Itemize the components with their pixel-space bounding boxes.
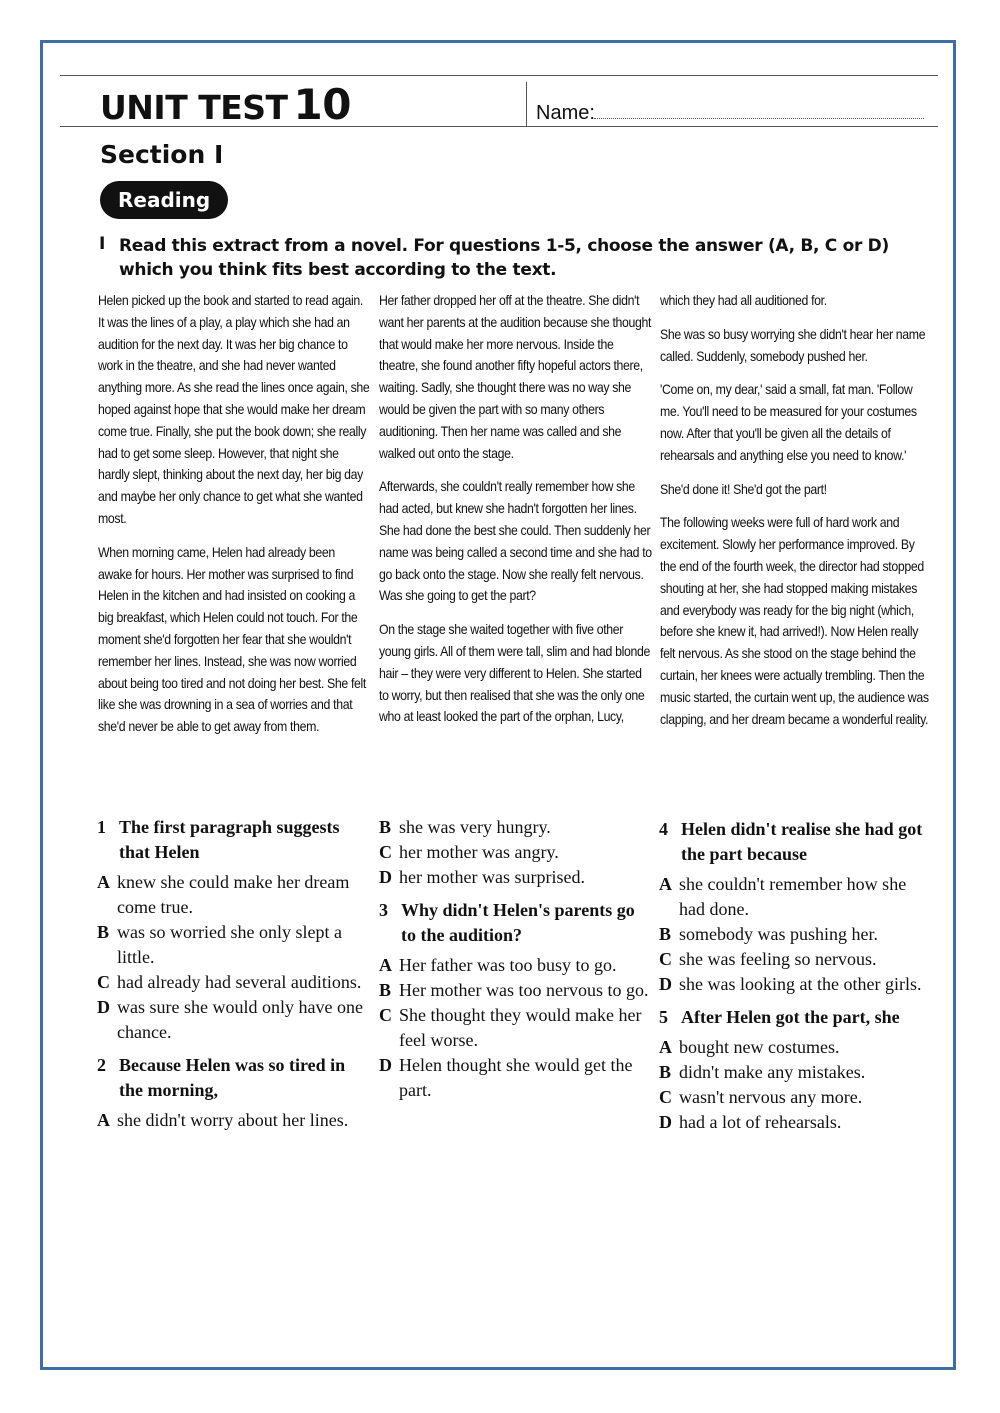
option-3b[interactable]: B Her mother was too nervous to go. xyxy=(379,980,649,1000)
question-column-1 xyxy=(97,815,372,1133)
option-3a[interactable]: A Her father was too busy to go. xyxy=(379,955,617,975)
option-4c[interactable]: C she was feeling so nervous. xyxy=(659,949,877,969)
name-field[interactable] xyxy=(594,118,924,119)
option-1c[interactable]: C had already had several auditions. xyxy=(97,972,362,992)
question-2-stem: 2 Because Helen was so tired in the morning, xyxy=(97,1055,346,1100)
paragraph: which they had all auditioned for. xyxy=(660,292,827,308)
option-2c[interactable]: C her mother was angry. xyxy=(379,842,559,862)
paragraph: On the stage she waited together with five other young girls. All of them were tall, slim and had blonde hair – they were very different to Helen. She started to worry, but then realised that she was the only one who at least looked the part of the orphan, Lucy, xyxy=(379,621,651,725)
option-4b[interactable]: B somebody was pushing her. xyxy=(659,924,878,944)
paragraph: The following weeks were full of hard work and excitement. Slowly her performance improved. By the end of the fourth week, the director had stopped shouting at her, she had stopped making mistakes and everybody was ready for the big night (which, before she knew it, had arrived!). Now Helen really felt nervous. As she stood on the stage behind the curtain, her knees were actually trembling. Then the music started, the curtain went up, the audience was clapping, and her dream became a wonderful reality. xyxy=(660,514,929,727)
option-4a[interactable]: A she couldn't remember how she had done. xyxy=(659,874,907,919)
paragraph: 'Come on, my dear,' said a small, fat man. 'Follow me. You'll need to be measured for your costumes now. After that you'll be given all the details of rehearsals and anything else you need to know.' xyxy=(660,381,917,463)
name-divider xyxy=(526,82,527,126)
option-2a[interactable]: A she didn't worry about her lines. xyxy=(97,1110,349,1130)
header-top-rule xyxy=(60,75,938,76)
option-2b[interactable]: B she was very hungry. xyxy=(379,817,551,837)
option-2d[interactable]: D her mother was surprised. xyxy=(379,867,585,887)
option-3c[interactable]: C She thought they would make her feel worse. xyxy=(379,1005,642,1050)
paragraph: She was so busy worrying she didn't hear her name called. Suddenly, somebody pushed her. xyxy=(660,325,926,364)
instruction-number: I xyxy=(99,234,106,254)
question-4-stem: 4 Helen didn't realise she had got the part because xyxy=(659,819,923,864)
option-5c[interactable]: C wasn't nervous any more. xyxy=(659,1087,863,1107)
paragraph: Her father dropped her off at the theatre. She didn't want her parents at the audition because she thought that would make her more nervous. Inside the theatre, she found another fifty hopeful actors there, waiting. Sadly, she thought there was no way she would be given the part with so many others auditioning. Then her name was called and she walked out onto the stage. xyxy=(379,292,652,461)
option-1d[interactable]: D was sure she would only have one chance. xyxy=(97,997,363,1042)
unit-number: 10 xyxy=(293,80,351,129)
question-5-stem: 5 After Helen got the part, she xyxy=(659,1007,900,1027)
question-column-2 xyxy=(379,815,649,1103)
option-5d[interactable]: D had a lot of rehearsals. xyxy=(659,1112,842,1132)
text-column-2 xyxy=(379,290,652,740)
question-3-stem: 3 Why didn't Helen's parents go to the audition? xyxy=(379,900,635,945)
text-column-1 xyxy=(98,290,371,750)
text-column-3 xyxy=(660,290,933,742)
option-1b[interactable]: B was so worried she only slept a little. xyxy=(97,922,342,967)
option-5b[interactable]: B didn't make any mistakes. xyxy=(659,1062,866,1082)
title-text: UNIT TEST xyxy=(100,88,288,127)
instruction-text: Read this extract from a novel. For questions 1-5, choose the answer (A, B, C or D) which you think fits best according to the text. xyxy=(119,236,889,280)
skill-badge: Reading xyxy=(100,181,228,219)
paragraph: Afterwards, she couldn't really remember how she had acted, but knew she hadn't forgotten her lines. She had done the best she could. Then suddenly her name was being called a second time and she had to go back onto the stage. Now she really felt nervous. Was she going to get the part? xyxy=(379,478,652,604)
option-1a[interactable]: A knew she could make her dream come true. xyxy=(97,872,350,917)
question-column-3 xyxy=(659,817,929,1135)
name-label: Name: xyxy=(536,102,595,124)
option-4d[interactable]: D she was looking at the other girls. xyxy=(659,974,922,994)
paragraph: She'd done it! She'd got the part! xyxy=(660,480,827,497)
paragraph: When morning came, Helen had already been awake for hours. Her mother was surprised to find Helen in the kitchen and had insisted on cooking a big breakfast, which Helen could not touch. For the moment she'd forgotten her fear that she wouldn't remember her lines. Instead, she was now worried about being too tired and not doing her best. She felt like she was drowning in a sea of worries and that she'd never be able to get away from them. xyxy=(98,543,366,735)
paragraph: Helen picked up the book and started to read again. It was the lines of a play, a play which she had an audition for the next day. It was her big chance to work in the theatre, and she had never wanted anything more. As she read the lines once again, she hoped against hope that she would make her dream come true. Finally, she put the book down; she really had to get some sleep. However, that night she hardly slept, thinking about the next day, her big day and maybe her only chance to get what she wanted most. xyxy=(98,292,370,526)
page-title xyxy=(100,80,351,129)
section-heading: Section I xyxy=(100,140,224,169)
option-3d[interactable]: D Helen thought she would get the part. xyxy=(379,1055,633,1100)
option-5a[interactable]: A bought new costumes. xyxy=(659,1037,840,1057)
header-bottom-rule xyxy=(60,126,938,127)
question-1-stem: 1 The first paragraph suggests that Helen xyxy=(97,817,340,862)
